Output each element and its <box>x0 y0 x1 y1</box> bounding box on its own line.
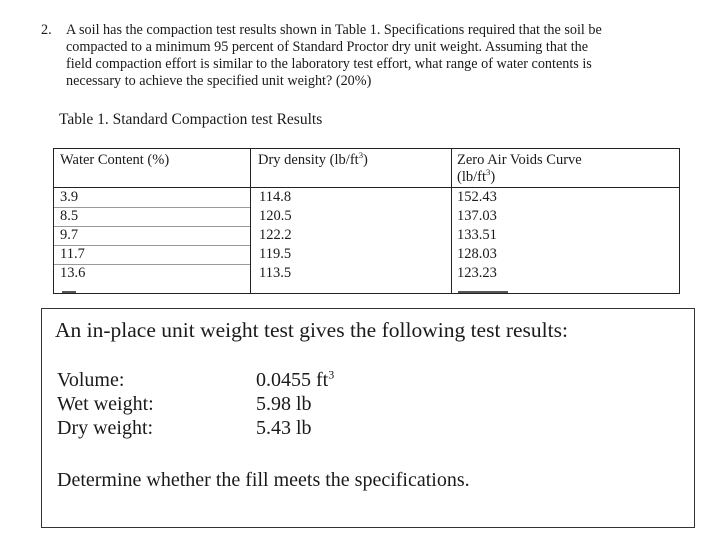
cell-dry-density: 119.5 <box>259 246 292 262</box>
cell-dry-density: 120.5 <box>259 208 292 224</box>
wet-weight-value: 5.98 lb <box>256 393 312 415</box>
question-line: field compaction effort is similar to the laboratory test effort, what range of water contents is <box>66 56 592 72</box>
volume-value: 0.0455 $ft^3$ <box>256 367 335 391</box>
dry-weight-label: Dry weight: <box>57 417 154 439</box>
cell-dry-density: 113.5 <box>259 265 292 281</box>
volume-label: Volume: <box>57 369 125 391</box>
cell-water-content: 9.7 <box>60 227 79 243</box>
cutoff-remnant <box>458 291 508 293</box>
cell-water-content: 3.9 <box>60 189 79 205</box>
row-divider <box>54 226 250 227</box>
cell-dry-density: 122.2 <box>259 227 292 243</box>
table-caption: Table 1. Standard Compaction test Results <box>59 111 323 128</box>
cell-zav: 123.23 <box>457 265 497 281</box>
header-dry-density: Dry density $(lb/ft^3)$ <box>258 150 368 168</box>
header-divider <box>54 187 679 188</box>
in-place-test-box <box>41 308 695 528</box>
column-divider <box>250 149 251 293</box>
wet-weight-label: Wet weight: <box>57 393 154 415</box>
in-place-test-title: An in-place unit weight test gives the following test results: <box>55 318 568 342</box>
question-line: A soil has the compaction test results shown in Table 1. Specifications required that the soil be <box>66 22 602 38</box>
cell-water-content: 8.5 <box>60 208 79 224</box>
cell-zav: 152.43 <box>457 189 497 205</box>
column-divider <box>451 149 452 293</box>
cell-water-content: 13.6 <box>60 265 86 281</box>
determine-instruction: Determine whether the fill meets the specifications. <box>57 469 470 491</box>
question-number: 2. <box>41 22 52 38</box>
question-line: compacted to a minimum 95 percent of Standard Proctor dry unit weight. Assuming that the <box>66 39 589 55</box>
cutoff-remnant <box>62 291 76 293</box>
row-divider <box>54 207 250 208</box>
cell-zav: 133.51 <box>457 227 497 243</box>
cell-zav: 137.03 <box>457 208 497 224</box>
dry-weight-value: 5.43 lb <box>256 417 312 439</box>
question-text <box>66 22 661 90</box>
question-line: necessary to achieve the specified unit weight? (20%) <box>66 73 372 89</box>
cell-zav: 128.03 <box>457 246 497 262</box>
header-zero-air-voids: Zero Air Voids Curve $(lb/ft^3)$ <box>457 152 582 185</box>
compaction-results-table <box>53 148 680 294</box>
cell-water-content: 11.7 <box>60 246 85 262</box>
cell-dry-density: 114.8 <box>259 189 292 205</box>
header-water-content: Water Content (%) <box>60 152 170 168</box>
